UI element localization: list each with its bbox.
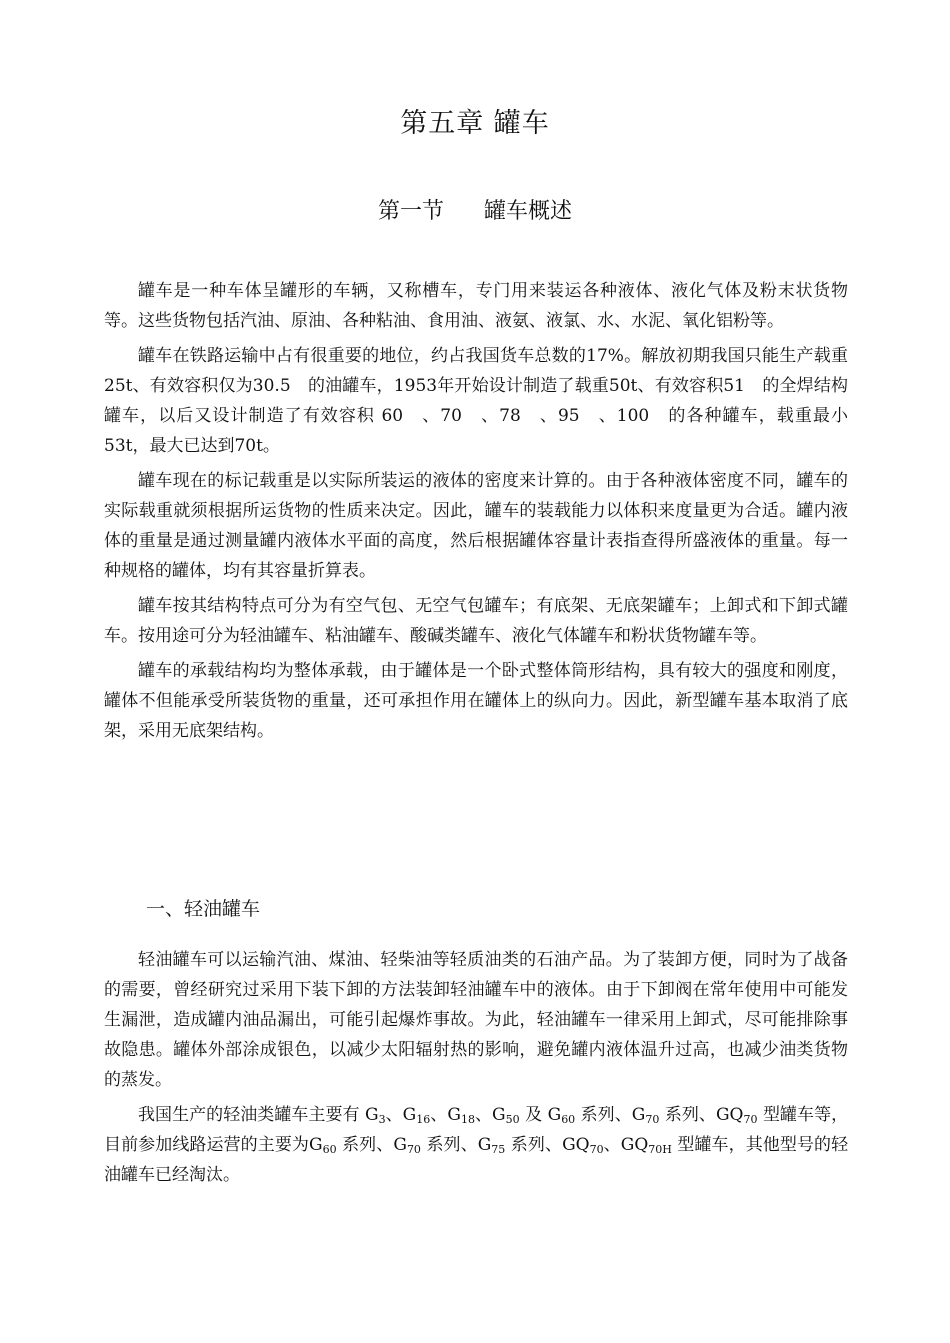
light-oil-text	[104, 945, 848, 1195]
section-title	[0, 196, 950, 228]
subsection-heading: 一、轻油罐车	[146, 898, 261, 920]
paragraph: 罐车按其结构特点可分为有空气包、无空气包罐车；有底架、无底架罐车；上卸式和下卸式罐车。按用途可分为轻油罐车、粘油罐车、酸碱类罐车、液化气体罐车和粉状货物罐车等。	[104, 596, 848, 646]
paragraph: 罐车的承载结构均为整体承载，由于罐体是一个卧式整体筒形结构，具有较大的强度和刚度，罐体不但能承受所装货物的重量，还可承担作用在罐体上的纵向力。因此，新型罐车基本取消了底架，采用无底架结构。	[104, 661, 848, 741]
paragraph: 罐车现在的标记载重是以实际所装运的液体的密度来计算的。由于各种液体密度不同，罐车的实际载重就须根据所运货物的性质来决定。因此，罐车的装载能力以体积来度量更为合适。罐内液体的重量是通过测量罐内液体水平面的高度，然后根据罐体容量计表指查得所盛液体的重量。每一种规格的罐体，均有其容量折算表。	[104, 471, 848, 581]
section-name: 罐车概述	[484, 199, 573, 224]
paragraph: 罐车在铁路运输中占有很重要的地位，约占我国货车总数的17%。解放初期我国只能生产载重25t、有效容积仅为30.5 的油罐车，1953年开始设计制造了载重50t、有效容积51 的全焊结构罐车，以后又设计制造了有效容积 60 、70 、78 、95 、100 的各种罐车，载重最小53t，最大已达到70t。	[104, 346, 848, 456]
models-paragraph: 我国生产的轻油类罐车主要有 $G_3$、$G_{16}$、$G_{18}$、$G_{50}$ 及 $G_{60}$ 系列、$G_{70}$ 系列、$GQ_{70}$ 型罐车等，目前参加线路运营的主要为$G_{60}$ 系列、$G_{70}$ 系列、$G_{75}$ 系列、$GQ_{70}$、$GQ_{70H}$ 型罐车，其他型号的轻油罐车已经淘汰。	[104, 1105, 849, 1185]
section-number: 第一节	[377, 199, 444, 224]
paragraph: 轻油罐车可以运输汽油、煤油、轻柴油等轻质油类的石油产品。为了装卸方便，同时为了战备的需要，曾经研究过采用下装下卸的方法装卸轻油罐车中的液体。由于下卸阀在常年使用中可能发生漏泄，造成罐内油品漏出，可能引起爆炸事故。为此，轻油罐车一律采用上卸式，尽可能排除事故隐患。罐体外部涂成银色，以减少太阳辐射热的影响，避免罐内液体温升过高，也减少油类货物的蒸发。	[104, 950, 848, 1090]
chapter-title: 第五章 罐车	[400, 108, 550, 139]
intro-text	[104, 276, 848, 751]
paragraph: 罐车是一种车体呈罐形的车辆，又称槽车，专门用来装运各种液体、液化气体及粉末状货物等。这些货物包括汽油、原油、各种粘油、食用油、液氨、液氯、水、水泥、氧化铝粉等。	[104, 281, 848, 331]
